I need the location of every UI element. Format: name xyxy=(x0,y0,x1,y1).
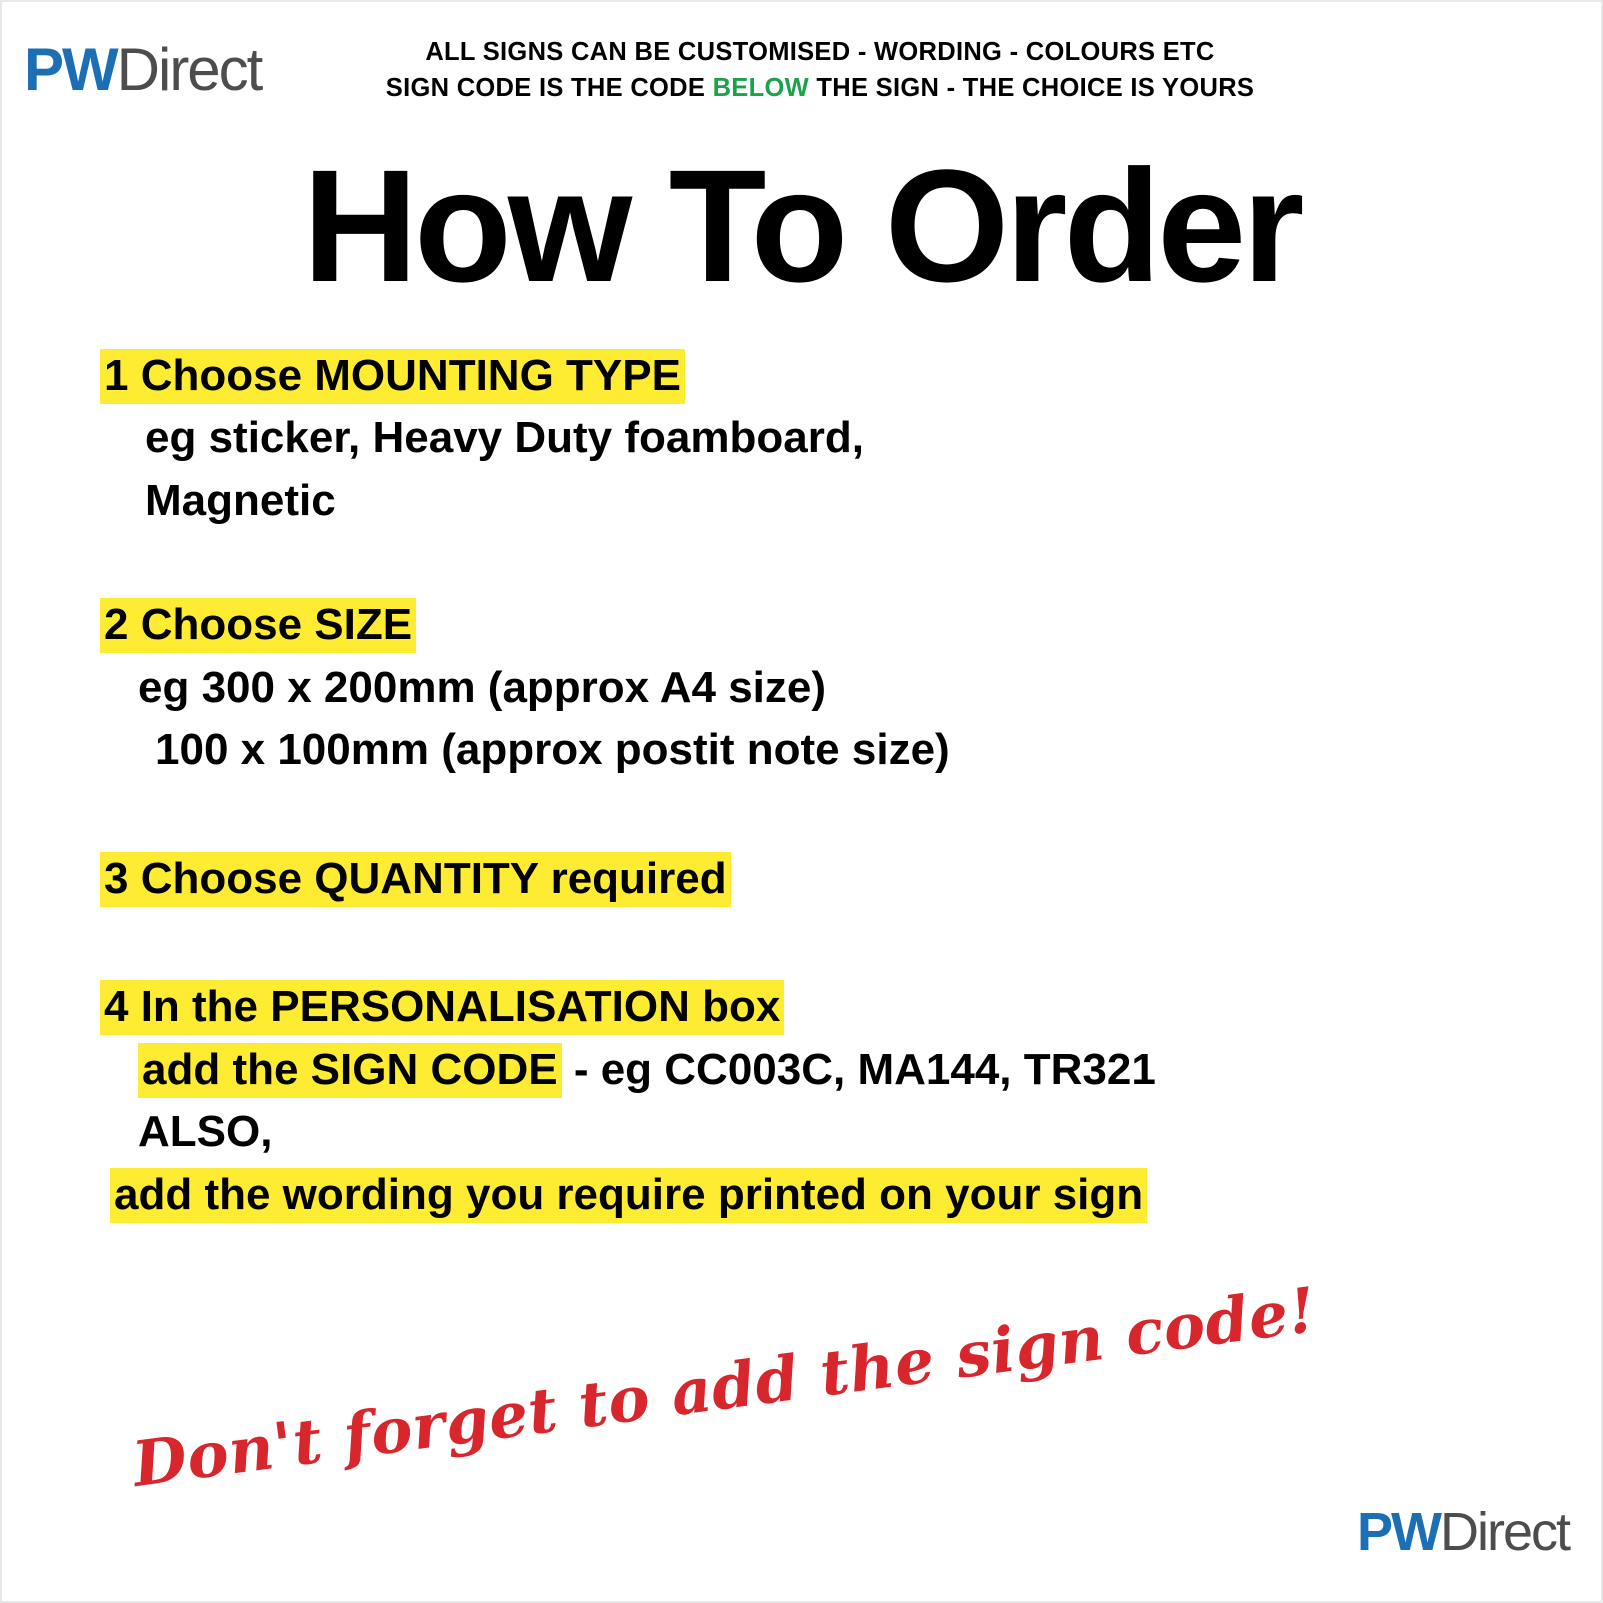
spacer-1 xyxy=(0,532,1603,594)
step-4-detail-line-1 xyxy=(0,1039,1603,1101)
page-title: How To Order xyxy=(302,136,1301,315)
header-line-2 xyxy=(360,70,1280,106)
step-3-heading-row xyxy=(0,848,1603,910)
step-1 xyxy=(0,345,1603,532)
step-2-detail-line-2: 100 x 100mm (approx postit note size) xyxy=(155,725,950,775)
step-1-detail-line-2: Magnetic xyxy=(145,475,336,525)
footer-slogan-wrap xyxy=(118,1272,1321,1518)
step-1-heading-row xyxy=(0,345,1603,407)
step-3 xyxy=(0,848,1603,910)
spacer-2 xyxy=(0,782,1603,848)
step-2 xyxy=(0,594,1603,781)
step-4 xyxy=(0,976,1603,1226)
step-1-detail-line-1: eg sticker, Heavy Duty foamboard, xyxy=(145,413,864,463)
step-2-detail-line-1: eg 300 x 200mm (approx A4 size) xyxy=(138,662,827,712)
footer-slogan: Don't forget to add the sign code! xyxy=(128,1272,1321,1501)
step-4-detail-rest: - eg CC003C, MA144, TR321 xyxy=(561,1044,1156,1094)
step-4-detail-line-3: add the wording you require printed on your sign xyxy=(110,1168,1147,1223)
step-4-detail-line-2: ALSO, xyxy=(138,1107,273,1157)
brand-logo-bottom-pw: PW xyxy=(1356,1502,1440,1562)
step-1-heading: 1 Choose MOUNTING TYPE xyxy=(100,349,685,404)
step-4-heading-row xyxy=(0,976,1603,1038)
steps-list xyxy=(0,345,1603,1226)
header-line-2-part1: SIGN CODE IS THE CODE xyxy=(385,74,713,103)
step-3-heading: 3 Choose QUANTITY required xyxy=(100,852,731,907)
step-4-detail-line-3-row xyxy=(0,1164,1603,1226)
step-2-heading-row xyxy=(0,594,1603,656)
brand-logo-direct: Direct xyxy=(116,36,262,103)
header-line-1: ALL SIGNS CAN BE CUSTOMISED - WORDING - COLOURS ETC xyxy=(425,38,1215,66)
brand-logo-bottom xyxy=(1356,1502,1569,1562)
header xyxy=(0,18,1603,118)
brand-logo-bottom-direct: Direct xyxy=(1439,1502,1569,1562)
brand-logo-top xyxy=(24,36,262,103)
header-line-2-part2: THE SIGN - THE CHOICE IS YOURS xyxy=(809,74,1255,103)
brand-logo-pw: PW xyxy=(24,36,117,103)
header-tagline xyxy=(360,34,1280,106)
step-4-detail-highlight: add the SIGN CODE xyxy=(138,1043,562,1098)
step-2-heading: 2 Choose SIZE xyxy=(100,598,416,653)
spacer-3 xyxy=(0,910,1603,976)
step-4-heading: 4 In the PERSONALISATION box xyxy=(100,980,784,1035)
header-line-2-highlight: BELOW xyxy=(712,74,809,103)
